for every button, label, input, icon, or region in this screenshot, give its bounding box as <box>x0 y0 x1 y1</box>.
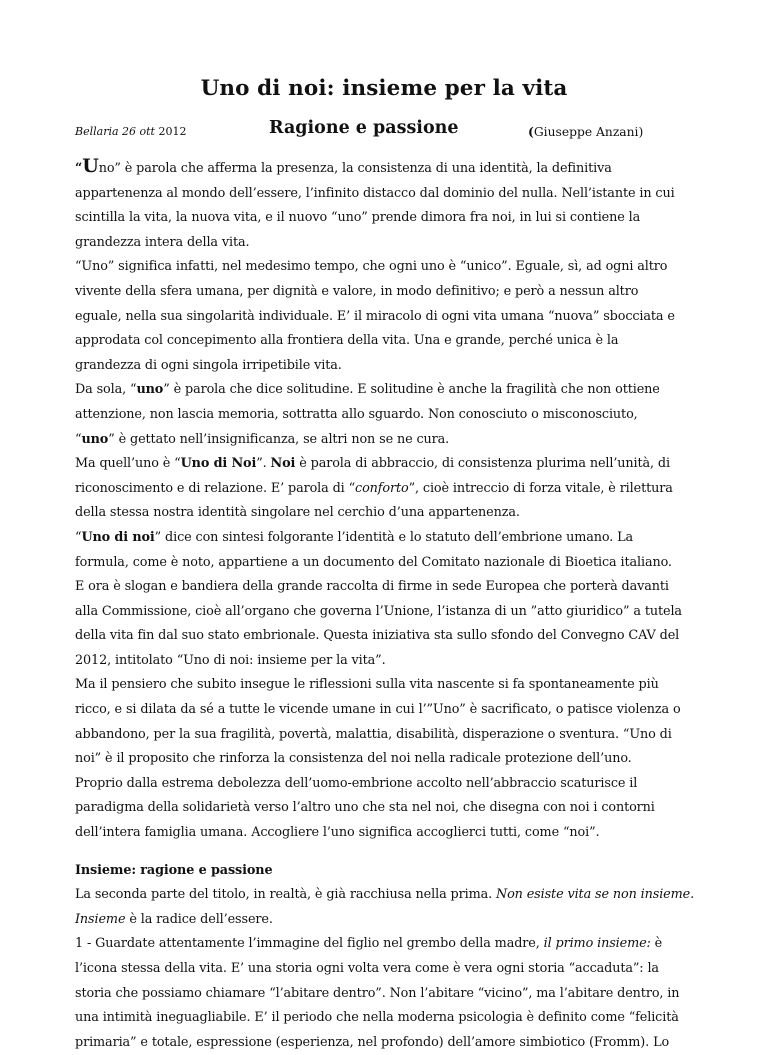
text-line: La seconda parte del titolo, in realtà, è già racchiusa nella prima. Non esiste vita se non insieme. <box>75 887 695 903</box>
drop-cap: U <box>82 155 99 177</box>
text-line: noi” è il proposito che rinforza la consistenza del noi nella radicale protezione dell’uno. <box>75 751 632 767</box>
text-line: della stessa nostra identità singolare nel cerchio d’una appartenenza. <box>75 505 520 521</box>
text-line: Ma il pensiero che subito insegue le riflessioni sulla vita nascente si fa spontaneamente più <box>75 677 659 693</box>
text-line: 1 - Guardate attentamente l’immagine del figlio nel grembo della madre, il primo insieme: è <box>75 936 663 952</box>
text-line: grandezza intera della vita. <box>75 234 250 250</box>
text-line: grandezza di ogni singola irripetibile vita. <box>75 357 342 373</box>
text-line: ricco, e si dilata da sé a tutte le vicende umane in cui l’”Uno” è sacrificato, o patisce violenza o <box>75 702 681 718</box>
section-heading: Insieme: ragione e passione <box>75 862 273 878</box>
document-body <box>75 154 695 1055</box>
text-line: l’icona stessa della vita. E’ una storia ogni volta vera come è vera ogni storia “accaduta”: la <box>75 961 659 976</box>
text-line: primaria” e totale, espressione (esperienza, nel profondo) dell’amore simbiotico (Fromm). Lo <box>75 1034 670 1050</box>
text-line: E ora è slogan e bandiera della grande raccolta di firme in sede Europea che porterà davanti <box>75 579 669 595</box>
author-name: Giuseppe Anzani) <box>533 125 644 139</box>
text-line: formula, come è noto, appartiene a un documento del Comitato nazionale di Bioetica italiano. <box>75 554 672 570</box>
text-line: eguale, nella sua singolarità individuale. E’ il miracolo di ogni vita umana “nuova” sbocciata e <box>75 308 675 324</box>
document-subtitle: Ragione e passione <box>269 118 459 138</box>
text-line: Ma quell’uno è “Uno di Noi”. Noi è parola di abbraccio, di consistenza plurima nell’unità, di <box>75 456 670 472</box>
text-line: alla Commissione, cioè all’organo che governa l’Unione, l’istanza di un ”atto giuridico” a tutela <box>75 603 682 619</box>
text-line: Proprio dalla estrema debolezza dell’uomo-embrione accolto nell’abbraccio scaturisce il <box>75 775 638 791</box>
date-place: Bellaria 26 ott <box>75 125 155 138</box>
text-line: appartenenza al mondo dell’essere, l’infinito distacco dal dominio del nulla. Nell’istante in cui <box>75 185 675 201</box>
text-line: “Uno” significa infatti, nel medesimo tempo, che ogni uno è “unico”. Eguale, sì, ad ogni altro <box>75 259 668 275</box>
text-line: “uno” è gettato nell’insignificanza, se altri non se ne cura. <box>75 431 450 447</box>
text-line: attenzione, non lascia memoria, sottratta allo sguardo. Non conosciuto o misconosciuto, <box>75 406 638 422</box>
text-line: scintilla la vita, la nuova vita, e il nuovo “uno” prende dimora fra noi, in lui si contiene la <box>75 210 641 226</box>
text-line: una intimità ineguagliabile. E’ il periodo che nella moderna psicologia è definito come “felicità <box>75 1010 679 1026</box>
text-line: della vita fin dal suo stato embrionale. Questa iniziativa sta sullo sfondo del Convegno CAV del <box>75 628 680 644</box>
text-line: paradigma della solidarietà verso l’altro uno che sta nel noi, che disegna con noi i contorni <box>75 800 655 816</box>
text-line: vivente della sfera umana, per dignità e valore, in modo definitivo; e però a nessun altro <box>75 283 639 299</box>
text-line: 2012, intitolato “Uno di noi: insieme per la vita”. <box>75 652 386 668</box>
text-line: dell’intera famiglia umana. Accogliere l’uno significa accoglierci tutti, come “noi”. <box>75 825 600 841</box>
text-line: riconoscimento e di relazione. E’ parola di “conforto”, cioè intreccio di forza vitale, è rilettura <box>75 480 673 496</box>
document-title: Uno di noi: insieme per la vita <box>200 76 568 101</box>
text-line: approdata col concepimento alla frontiera della vita. Una e grande, perché unica è la <box>75 333 619 349</box>
author-line <box>528 124 643 139</box>
author-paren: ( <box>528 124 534 139</box>
text-line: Da sola, “uno” è parola che dice solitudine. E solitudine è anche la fragilità che non ottiene <box>75 382 660 398</box>
text-line: storia che possiamo chiamare “l’abitare dentro”. Non l’abitare “vicino”, ma l’abitare dentro, in <box>75 985 680 1001</box>
date-line <box>75 125 186 138</box>
text-line: “Uno” è parola che afferma la presenza, la consistenza di una identità, la definitiva <box>75 155 612 177</box>
text-line: “Uno di noi” dice con sintesi folgorante l’identità e lo statuto dell’embrione umano. La <box>75 529 634 545</box>
text-line: abbandono, per la sua fragilità, povertà, malattia, disabilità, disperazione o sventura. “Uno di <box>75 726 672 742</box>
text-line: Insieme è la radice dell’essere. <box>75 911 273 927</box>
date-year: 2012 <box>158 125 187 138</box>
